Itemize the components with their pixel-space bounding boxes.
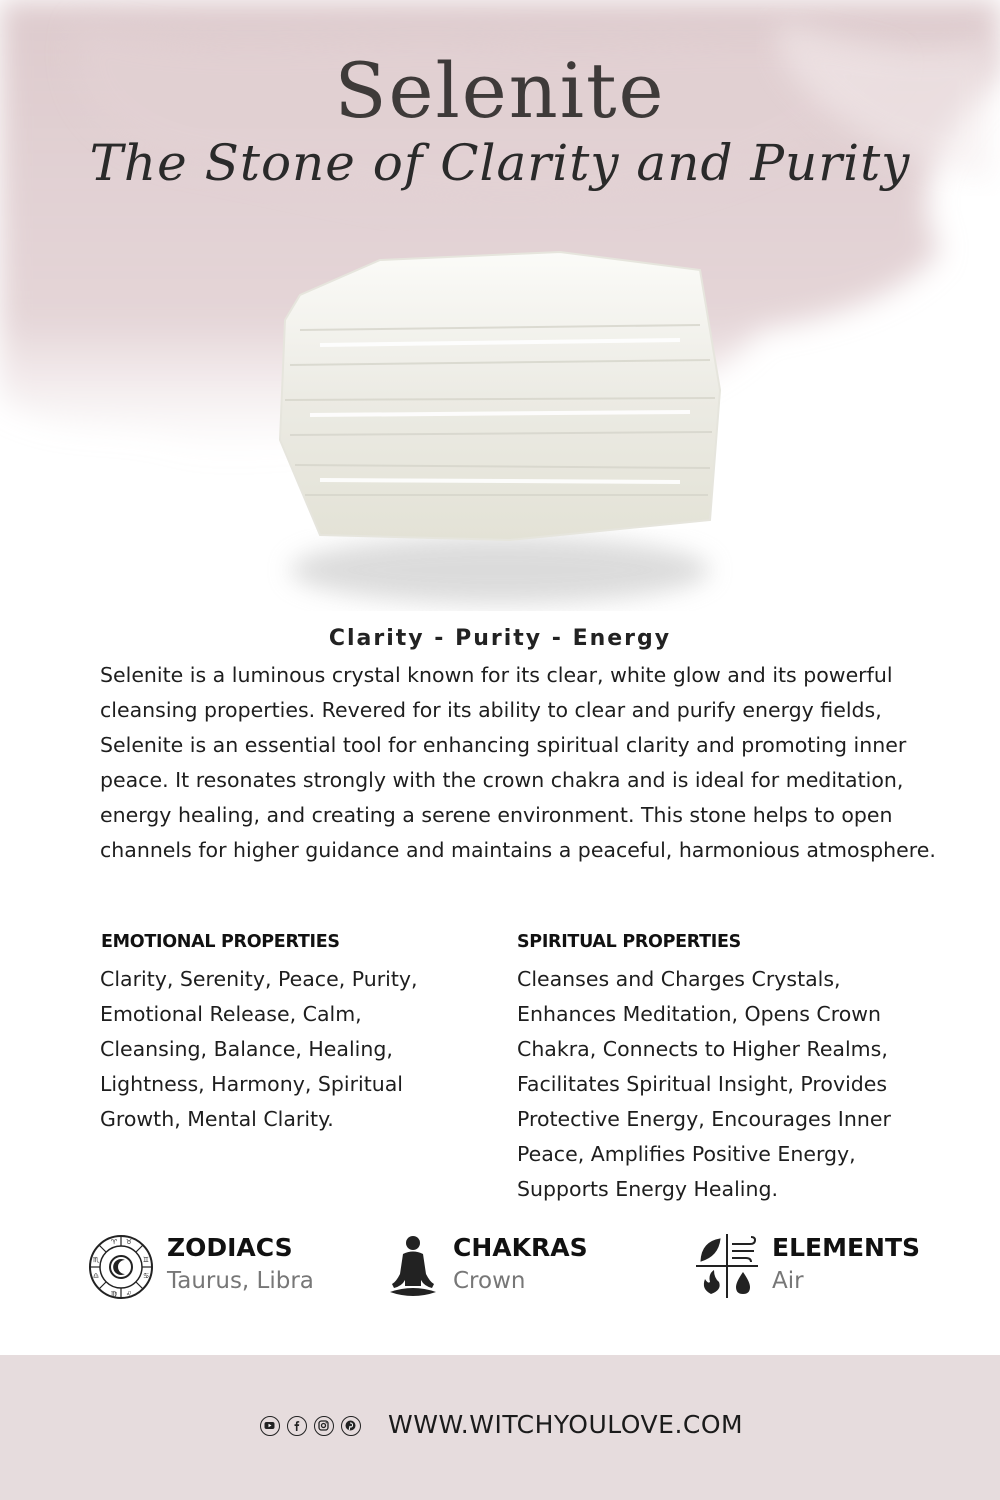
chakras-value: Crown <box>453 1268 526 1294</box>
page-title: Selenite <box>334 46 666 135</box>
pinterest-icon[interactable] <box>341 1416 361 1436</box>
page-subtitle: The Stone of Clarity and Purity <box>89 134 911 192</box>
zodiacs-label: ZODIACS <box>167 1233 293 1262</box>
facebook-icon[interactable] <box>287 1416 307 1436</box>
instagram-icon[interactable] <box>314 1416 334 1436</box>
elements-block <box>696 1230 936 1310</box>
zodiacs-value: Taurus, Libra <box>167 1268 314 1294</box>
zodiacs-block <box>88 1230 368 1310</box>
svg-text:♋: ♋ <box>142 1272 150 1280</box>
svg-text:♉: ♉ <box>125 1238 133 1246</box>
meditation-icon <box>388 1234 438 1300</box>
emotional-properties-text: Clarity, Serenity, Peace, Purity, Emotional Release, Calm, Cleansing, Balance, Healing, Lightness, Harmony, Spiritual Growth, Mental Clarity. <box>100 967 418 1131</box>
selenite-stone-image <box>260 240 740 620</box>
svg-text:♊: ♊ <box>142 1256 150 1264</box>
elements-value: Air <box>772 1268 804 1294</box>
elements-icon <box>696 1234 758 1298</box>
description: Selenite is a luminous crystal known for its clear, white glow and its powerful cleansing properties. Revered for its ability to clear and purify energy fields, Selenite is an essential tool for enhancing spiritual clarity and promoting inner peace. It resonates strongly with the crown chakra and is ideal for meditation, energy healing, and creating a serene environment. This stone helps to open channels for higher guidance and maintains a peaceful, harmonious atmosphere. <box>100 663 936 862</box>
spiritual-properties-text: Cleanses and Charges Crystals, Enhances Meditation, Opens Crown Chakra, Connects to Higher Realms, Facilitates Spiritual Insight, Provides Protective Energy, Encourages Inner Peace, Amplifies Positive Energy, Supports Energy Healing. <box>517 967 891 1201</box>
website-link[interactable]: WWW.WITCHYOULOVE.COM <box>388 1410 744 1439</box>
emotional-properties-heading: EMOTIONAL PROPERTIES <box>101 932 340 952</box>
tagline: Clarity - Purity - Energy <box>328 626 672 651</box>
svg-text:♈: ♈ <box>110 1238 118 1246</box>
spiritual-properties-heading: SPIRITUAL PROPERTIES <box>517 932 741 952</box>
svg-text:♏: ♏ <box>92 1256 100 1264</box>
svg-text:♌: ♌ <box>125 1290 133 1298</box>
social-icons <box>260 1416 361 1436</box>
svg-text:♍: ♍ <box>110 1290 118 1298</box>
chakras-label: CHAKRAS <box>453 1233 588 1262</box>
youtube-icon[interactable] <box>260 1416 280 1436</box>
elements-label: ELEMENTS <box>772 1233 921 1262</box>
zodiac-wheel-icon <box>88 1234 154 1300</box>
svg-text:♎: ♎ <box>92 1272 100 1280</box>
chakras-block <box>388 1230 628 1310</box>
